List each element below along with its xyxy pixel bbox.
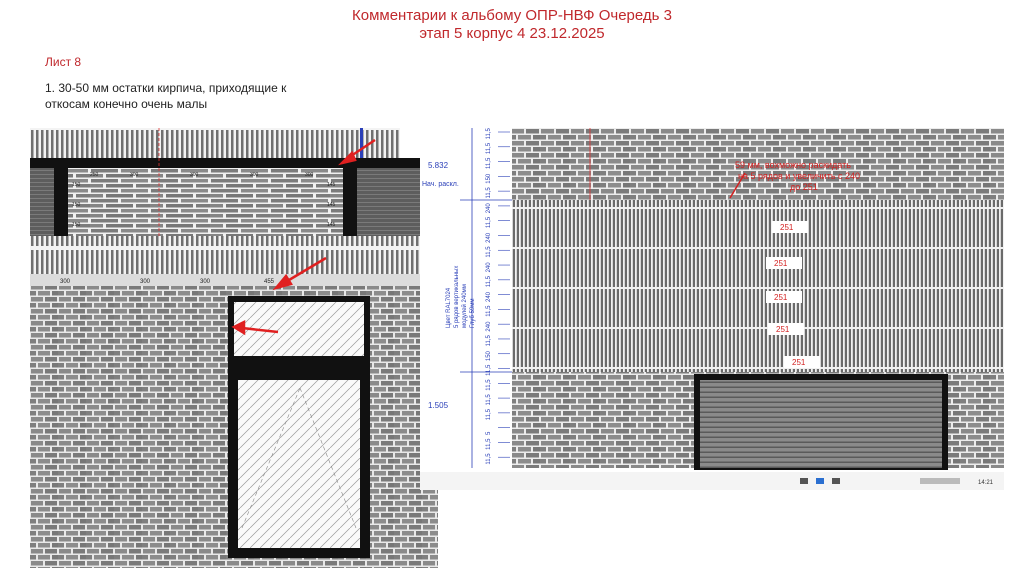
row-label: 251 — [774, 259, 788, 268]
middle-vertical-modules — [30, 236, 438, 276]
ruler-label: 240 — [486, 321, 492, 332]
annotation-line2: на 5 рядов и увеличить с 240 — [738, 171, 861, 181]
blue-line — [360, 128, 363, 158]
ruler-label: 11,5 — [486, 394, 492, 406]
left-black-column — [54, 168, 68, 236]
brick-label: 150 — [72, 222, 81, 228]
row-label: 251 — [780, 223, 794, 232]
ruler-label: 11,5 — [486, 453, 492, 465]
ruler-label: 11,5 — [486, 438, 492, 450]
ruler-label: 11,5 — [486, 335, 492, 347]
ruler-label: 11,5 — [486, 409, 492, 421]
ruler-label: 11,5 — [486, 157, 492, 169]
vertical-modules-field — [512, 200, 1004, 372]
vertical-note: Цвет RAL7024 — [446, 287, 452, 328]
left-facade-svg — [30, 128, 438, 568]
brick-label: 300 — [190, 172, 199, 178]
ruler-label: 240 — [486, 262, 492, 273]
dim-bottom-value: 1.505 — [428, 401, 449, 410]
taskbar-time: 14:21 — [978, 480, 994, 486]
left-facade-drawing — [30, 128, 438, 568]
bottom-dim-label: 455 — [264, 279, 275, 285]
ruler-label: 240 — [486, 291, 492, 302]
dimension-strip — [30, 274, 438, 286]
brick-label: 250 — [90, 172, 99, 178]
brick-label: 150 — [72, 202, 81, 208]
tray-icon — [920, 478, 960, 484]
brick-label: 150 — [72, 182, 81, 188]
top-vertical-modules — [30, 128, 400, 158]
ruler-label: 11,5 — [486, 128, 492, 140]
tray-icon — [816, 478, 824, 484]
ruler-label: 11,5 — [486, 379, 492, 391]
taskbar — [420, 472, 1004, 490]
ruler-label: 11,5 — [486, 187, 492, 199]
brick-label: 300 — [250, 172, 259, 178]
brick-label: 145 — [327, 182, 336, 188]
dim-top-sub: Нач. раскл. — [422, 181, 459, 188]
left-gray-block — [30, 168, 54, 236]
ruler-label: 240 — [486, 232, 492, 243]
sheet-label: Лист 8 — [45, 55, 82, 69]
brick-label: 145 — [327, 202, 336, 208]
tray-icon — [800, 478, 808, 484]
page-title-line1: Комментарии к альбому ОПР-НВФ Очередь 3 — [352, 7, 672, 24]
brick-label: 300 — [130, 172, 139, 178]
vertical-note: модулей 240мм — [462, 284, 468, 328]
row-label: 251 — [776, 325, 790, 334]
ruler-label: 11,5 — [486, 246, 492, 258]
annotation-line1: 59 мм, вохможно раскидать — [735, 160, 851, 170]
vertical-note: Глуб 59мм — [470, 298, 476, 328]
right-black-column — [343, 168, 357, 236]
row-label: 251 — [774, 293, 788, 302]
bottom-dim-label: 300 — [140, 279, 151, 285]
annotation-line3: до 251 — [790, 182, 818, 192]
brick-label: 300 — [305, 172, 314, 178]
tray-icon — [832, 478, 840, 484]
right-facade-drawing — [420, 128, 1004, 490]
comment-line1: 1. 30-50 мм остатки кирпича, приходящие к — [45, 81, 287, 95]
upper-brick-wall — [68, 168, 343, 236]
black-band — [30, 158, 438, 168]
comment-text — [45, 80, 365, 112]
brick-label: 145 — [327, 222, 336, 228]
row-label: 251 — [792, 358, 806, 367]
page-title-line2: этап 5 корпус 4 23.12.2025 — [419, 25, 605, 42]
dim-top-value: 5.832 — [428, 161, 449, 170]
garage-door-shutter — [700, 380, 942, 468]
ruler-label: 11,5 — [486, 142, 492, 155]
ruler-label: 11,5 — [486, 275, 492, 288]
ruler-label: 11,5 — [486, 216, 492, 229]
comment-line2: откосам конечно очень малы — [45, 97, 208, 111]
ruler-label: 150 — [486, 173, 492, 184]
ruler-label: 11,5 — [486, 364, 492, 376]
right-facade-svg — [420, 128, 1004, 490]
bottom-dim-label: 300 — [60, 279, 71, 285]
ruler-label: 5 — [486, 431, 492, 436]
ruler-label: 11,5 — [486, 305, 492, 317]
ruler-label: 150 — [486, 351, 492, 362]
vertical-note: 5 рядов вертикальных — [454, 265, 460, 328]
window-main-glass — [238, 380, 360, 548]
ruler-label: 240 — [486, 203, 492, 214]
bottom-dim-label: 300 — [200, 279, 211, 285]
